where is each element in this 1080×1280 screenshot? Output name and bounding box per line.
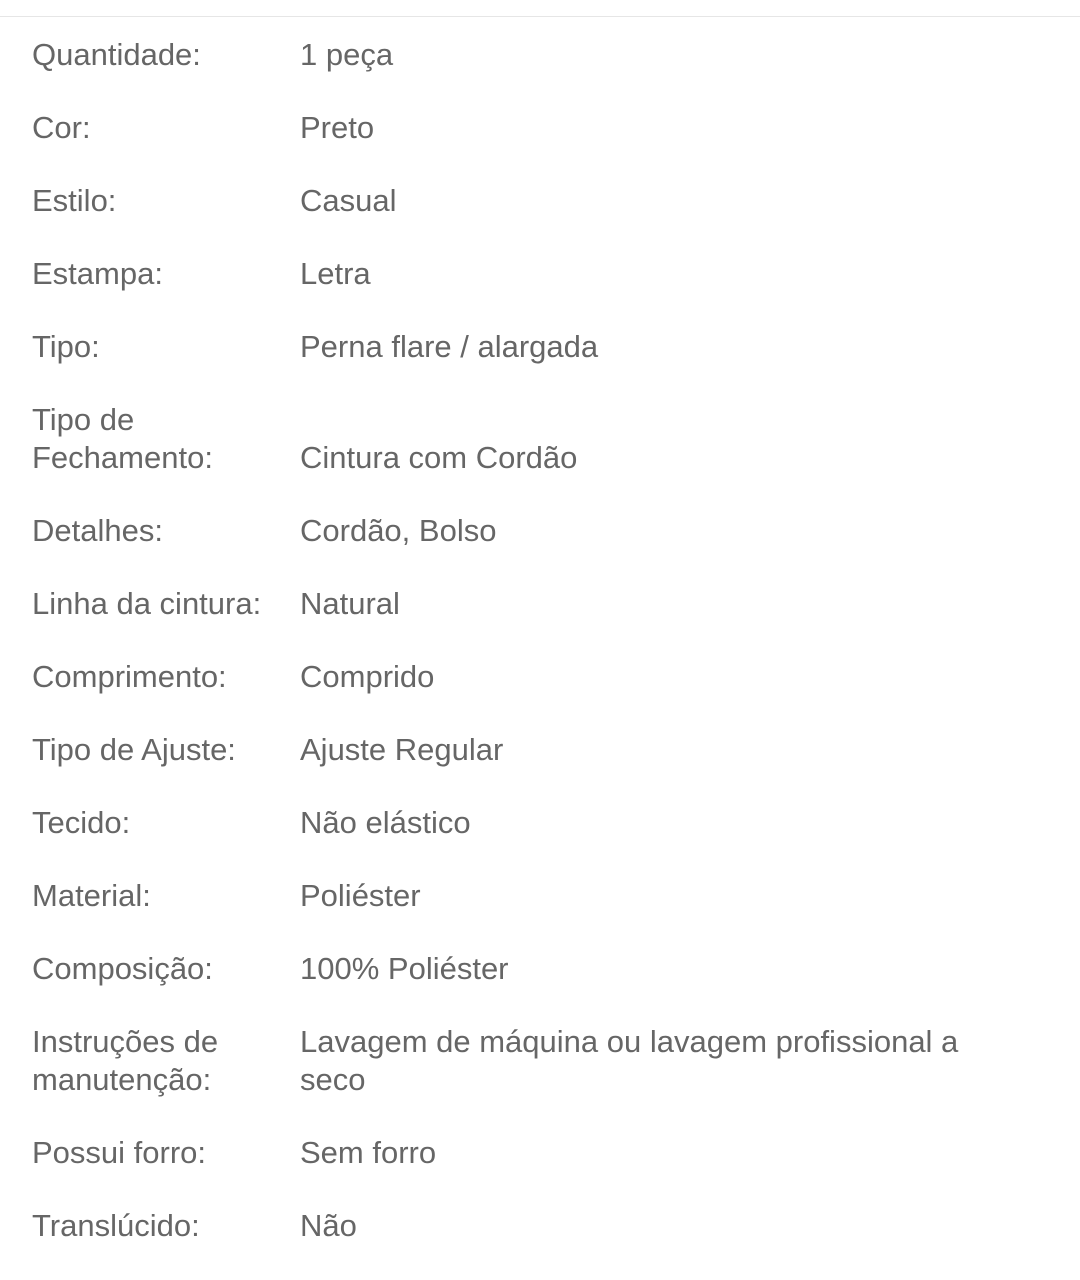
spec-label: Quantidade: <box>32 37 201 72</box>
spec-row-cor <box>32 109 1048 147</box>
spec-row-tipo-de-fechamento <box>32 401 1048 477</box>
spec-label: Estilo: <box>32 183 117 218</box>
spec-value: Não <box>300 1208 357 1243</box>
spec-row-estilo <box>32 182 1048 220</box>
spec-label: Instruções de manutenção: <box>32 1024 219 1097</box>
spec-value: 1 peça <box>300 37 394 72</box>
product-specs-list <box>32 36 1048 1280</box>
spec-value: Natural <box>300 586 400 621</box>
spec-label: Linha da cintura: <box>32 586 262 621</box>
spec-label: Possui forro: <box>32 1135 207 1170</box>
spec-value: Casual <box>300 183 397 218</box>
spec-row-possui-forro <box>32 1134 1048 1172</box>
spec-row-tipo-de-ajuste <box>32 731 1048 769</box>
spec-value: Sem forro <box>300 1135 437 1170</box>
spec-label: Material: <box>32 878 151 913</box>
spec-row-translucido <box>32 1207 1048 1245</box>
spec-row-tipo <box>32 328 1048 366</box>
spec-row-quantidade <box>32 36 1048 74</box>
spec-value: Ajuste Regular <box>300 732 504 767</box>
spec-value: Cintura com Cordão <box>300 440 578 475</box>
spec-label: Composição: <box>32 951 213 986</box>
spec-label: Tecido: <box>32 805 131 840</box>
spec-row-composicao <box>32 950 1048 988</box>
spec-label: Estampa: <box>32 256 163 291</box>
spec-row-linha-da-cintura <box>32 585 1048 623</box>
spec-row-tecido <box>32 804 1048 842</box>
spec-value: Não elástico <box>300 805 471 840</box>
spec-row-instrucoes-de-manutencao <box>32 1023 1048 1099</box>
top-divider <box>0 16 1080 17</box>
spec-label: Cor: <box>32 110 91 145</box>
spec-row-detalhes <box>32 512 1048 550</box>
spec-value: Perna flare / alargada <box>300 329 599 364</box>
spec-value: Cordão, Bolso <box>300 513 497 548</box>
spec-value: Poliéster <box>300 878 421 913</box>
spec-label: Detalhes: <box>32 513 163 548</box>
spec-label: Tipo: <box>32 329 100 364</box>
spec-label: Tipo de Fechamento: <box>32 402 213 475</box>
spec-value: Lavagem de máquina ou lavagem profissional a seco <box>300 1024 959 1097</box>
spec-label: Tipo de Ajuste: <box>32 732 236 767</box>
spec-value: Comprido <box>300 659 435 694</box>
spec-row-comprimento <box>32 658 1048 696</box>
spec-label: Comprimento: <box>32 659 227 694</box>
spec-value: 100% Poliéster <box>300 951 509 986</box>
spec-label: Translúcido: <box>32 1208 200 1243</box>
spec-value: Letra <box>300 256 371 291</box>
spec-row-estampa <box>32 255 1048 293</box>
spec-value: Preto <box>300 110 375 145</box>
spec-row-material <box>32 877 1048 915</box>
